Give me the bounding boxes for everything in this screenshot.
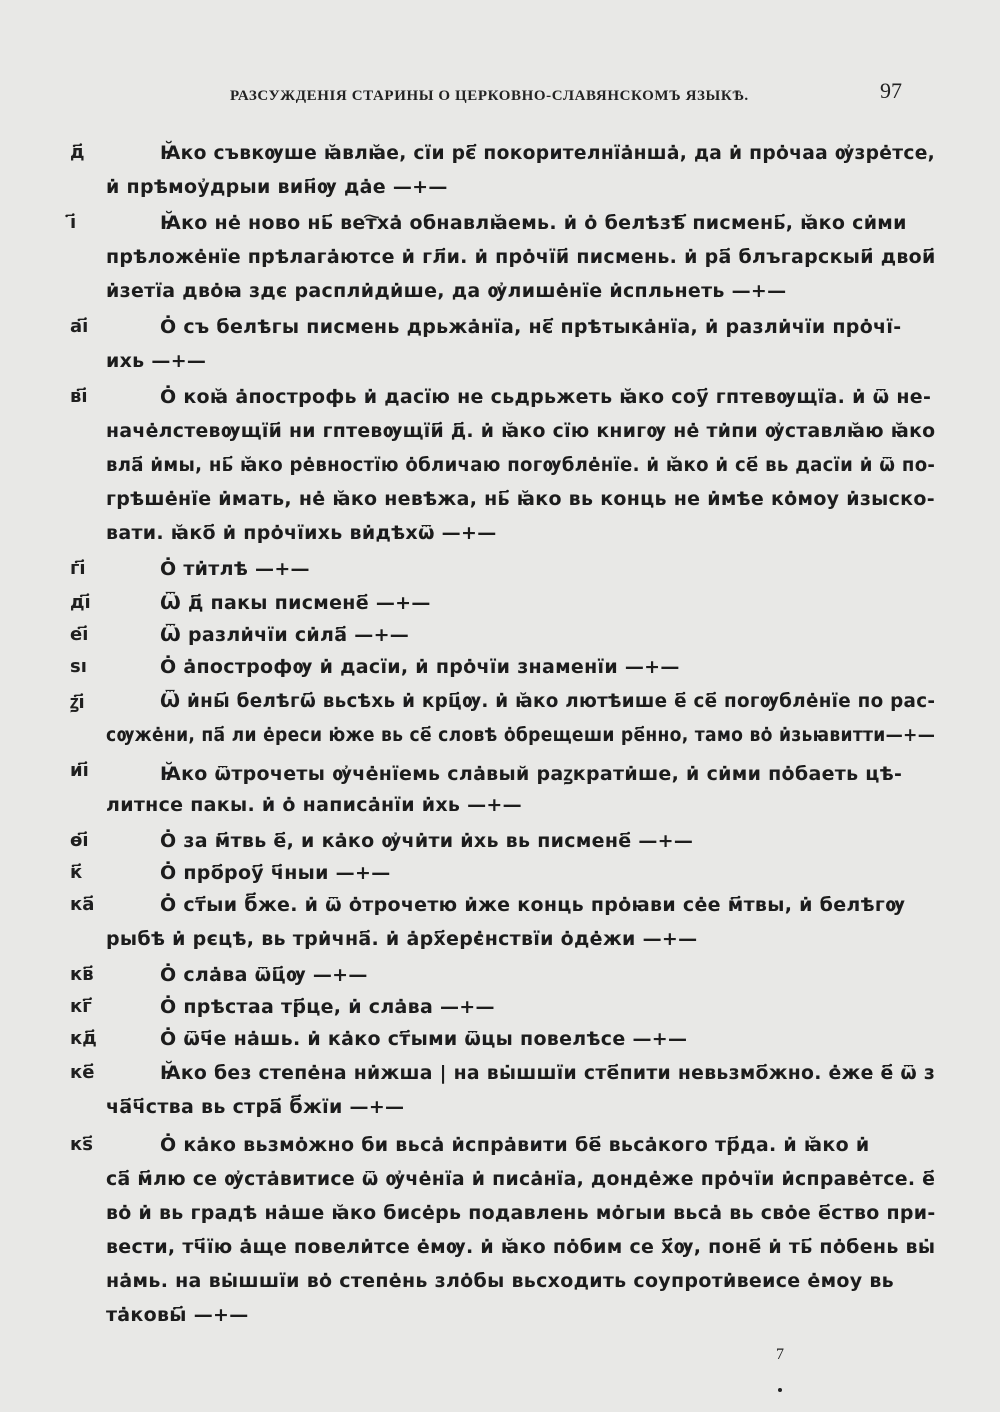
chapter-number: вı҃ (70, 386, 88, 407)
chapter-text-line: и̇ прѣмоу҆дрыи вин҃ѹ да̇е —+— (106, 176, 448, 198)
page-number: 97 (880, 78, 902, 103)
chapter-text-line: Ꙗ̆ко ѿтрочеты ѹ҆че̇нїемь сла̇вый раꙁкрати̇ше, и̇ си̇ми по̇баеть цѣ- (160, 763, 903, 785)
chapter-number: кв҃ (70, 964, 94, 985)
chapter-text-line: ча҃ч҃ства вь стра҃ б҃жїи —+— (106, 1096, 405, 1118)
chapter-text-line: Ꙗ̆ко съвкѹше ꙗ̆влꙗ̆е, сїи рє҃ покорителнїа̇нша̇, да и̇ про̇чаа ѹ҆зре̇тсе, (160, 142, 936, 164)
chapter-text-line: О̇ а̇построфѹ и̇ дасїи, и̇ про̇чїи знаменїи —+— (160, 656, 680, 678)
chapter-text-line: Ѿ и̇ны҃ белѣгѡ҃ вьсѣхь и̇ крц҃ѹ. и̇ ꙗ̆ко лютѣише е҃ се҃ погѹбле̇нїе по рас- (160, 690, 936, 712)
chapter-text-line: рыбѣ и̇ рєцѣ, вь три̇чна҃. и̇ а̇рх҃ерє̇нствїи о̇де̇жи —+— (106, 928, 698, 950)
chapter-text-line: наче̇лстевѹщїи҃ ни гптевѹщїи҃ д҃. и̇ ꙗ̆ко сїю книгѹ не̇ ти̇пи ѹ҆ставлꙗ̆ю ꙗ̆ко (106, 420, 936, 442)
chapter-text-line: О̇ за м҃твь е҃, и ка̇ко ѹ҆чи̇ти и̇хь вь писмене҃ —+— (160, 830, 694, 852)
chapter-text-line: та̇ковы҃ —+— (106, 1304, 249, 1326)
chapter-text-line: грѣше̇нїе и̇мать, не̇ ꙗ̆ко невѣжа, нь҃ ꙗ̆ко вь конць не и̇мѣе ко̇моу и̇зыско- (106, 488, 935, 510)
chapter-number: ка҃ (70, 894, 95, 915)
chapter-text-line: на̇мь. на вы̇шшїи во̇ степе̇нь зло̇бы вьсходить соупроти̇веисе е̇моу вь (106, 1270, 894, 1292)
chapter-text-line: вати. ꙗ̆ко҃ и̇ про̇чїихь ви̇дѣхѿ —+— (106, 522, 497, 544)
chapter-text-line: Ѿ разли̇чїи си̇ла҃ —+— (160, 624, 410, 646)
chapter-text-line: Ѿ д҃ пакы писмене҃ —+— (160, 592, 431, 614)
running-title: РАЗСУЖДЕНІЯ СТАРИНЫ О ЦЕРКОВНО-СЛАВЯНСКОМЪ ЯЗЫКѢ. (230, 88, 749, 104)
printer-dot (778, 1388, 782, 1392)
chapter-number: ке҃ (70, 1062, 95, 1083)
chapter-text-line: и̇зетїа дво̇ꙗ здє распли̇ди̇ше, да ѹ҆лише̇нїе и̇спльнеть —+— (106, 280, 787, 302)
chapter-number: ı҃ (70, 212, 77, 233)
chapter-text-line: О̇ ти̇тлѣ —+— (160, 558, 310, 580)
chapter-number: ѕı (70, 656, 87, 677)
chapter-text-line: ихь —+— (106, 350, 207, 372)
chapter-text-line: вла҃ и̇мы, нь҃ ꙗ̆ко ре̇вностїю о̇бличаю погѹбле̇нїе. и̇ ꙗ̆ко и̇ се҃ вь дасїи и̇ ѿ по- (106, 454, 936, 476)
chapter-text-line: О̇ сла̇ва ѿц҃ѹ —+— (160, 964, 368, 986)
chapter-number: д҃ (70, 142, 85, 163)
chapter-text-line: О̇ про҃роу҃ ч҃ныи —+— (160, 862, 391, 884)
signature-mark: 7 (776, 1346, 784, 1363)
chapter-text-line: О̇ ѿч҃е на̇шь. и̇ ка̇ко ст҃ыми ѿцы повелѣсе —+— (160, 1028, 688, 1050)
chapter-text-line: Ꙗ̆ко не̇ ново нь҃ вет҇ха̇ обнавлꙗ̆емь. и̇ о̇ белѣзѣ҃ писмень҃, ꙗ̆ко си̇ми (160, 212, 907, 234)
chapter-number: гı҃ (70, 558, 86, 579)
chapter-text-line: О̇ ст҃ыи б҃же. и̇ ѿ о̇трочетю и̇же конць про̇ꙗви се̇е м҃твы, и̇ белѣгѹ (160, 894, 906, 916)
chapter-text-line: вести, тч҃їю а̇ще повели̇тсе е̇мѹ. и̇ ꙗ̆ко по̇бим се х҃ѹ, поне҃ и̇ ть҃ по̇бень вы̇ (106, 1236, 936, 1258)
chapter-text-line: Ꙗ̆ко без степе̇на ни̇жша | на вы̇шшїи сте҃пити невьзмо҃жно. е̇же е҃ ѿ з (160, 1062, 936, 1084)
chapter-number: ѳı҃ (70, 830, 89, 851)
chapter-text-line: литнсе пакы. и̇ о̇ написа̇нїи и̇хь —+— (106, 794, 522, 816)
chapter-number: еı҃ (70, 624, 89, 645)
chapter-number: кг҃ (70, 996, 92, 1017)
chapter-text-line: О̇ коꙗ̆ а̇построфь и̇ дасїю не сьдрьжеть ꙗ̆ко соу҃ гптевѹщїа. и̇ ѿ не- (160, 386, 932, 408)
chapter-text-line: О̇ съ белѣгы писмень дрьжа̇нїа, нє҃ прѣтыка̇нїа, и̇ разли̇чїи про̇чї- (160, 316, 902, 338)
chapter-number: к҃ (70, 862, 83, 883)
chapter-text-line: О̇ ка̇ко вьзмо̇жно би вьса̇ и̇спра̇вити бе҃ вьса̇кого тр҃да. и̇ ꙗ̆ко и̇ (160, 1134, 870, 1156)
chapter-text-line: сѹже̇ни, па҃ ли е̇реси ю̇же вь се҃ словѣ о̇брещеши ре҃нно, тамо во̇ и̇зьꙗвитти—+— (106, 724, 936, 746)
chapter-number: кѕ҃ (70, 1134, 93, 1155)
chapter-number: ꙁı҃ (70, 692, 85, 713)
chapter-number: аı҃ (70, 316, 89, 337)
chapter-number: кд҃ (70, 1028, 97, 1049)
chapter-number: иı҃ (70, 760, 89, 781)
chapter-text-line: О̇ прѣстаа тр҃це, и̇ сла̇ва —+— (160, 996, 495, 1018)
chapter-number: дı҃ (70, 592, 91, 613)
chapter-text-line: са҃ м҃лю се ѹ҆ста̇витисе ѿ ѹ҆че̇нїа и̇ писа̇нїа, донде̇же про̇чїи и̇справе̇тсе. е҃ (106, 1168, 936, 1190)
chapter-text-line: во̇ и̇ вь градѣ на̇ше ꙗ̆ко бисе̇рь подавлень мо̇гыи вьса̇ вь сво̇е е҃ство при- (106, 1202, 936, 1224)
chapter-text-line: прѣложе̇нїе прѣлага̇ютсе и̇ гл҃и. и̇ про̇чїи҃ писмень. и̇ ра҃ блъгарскыи҃ двои҃ (106, 246, 936, 268)
